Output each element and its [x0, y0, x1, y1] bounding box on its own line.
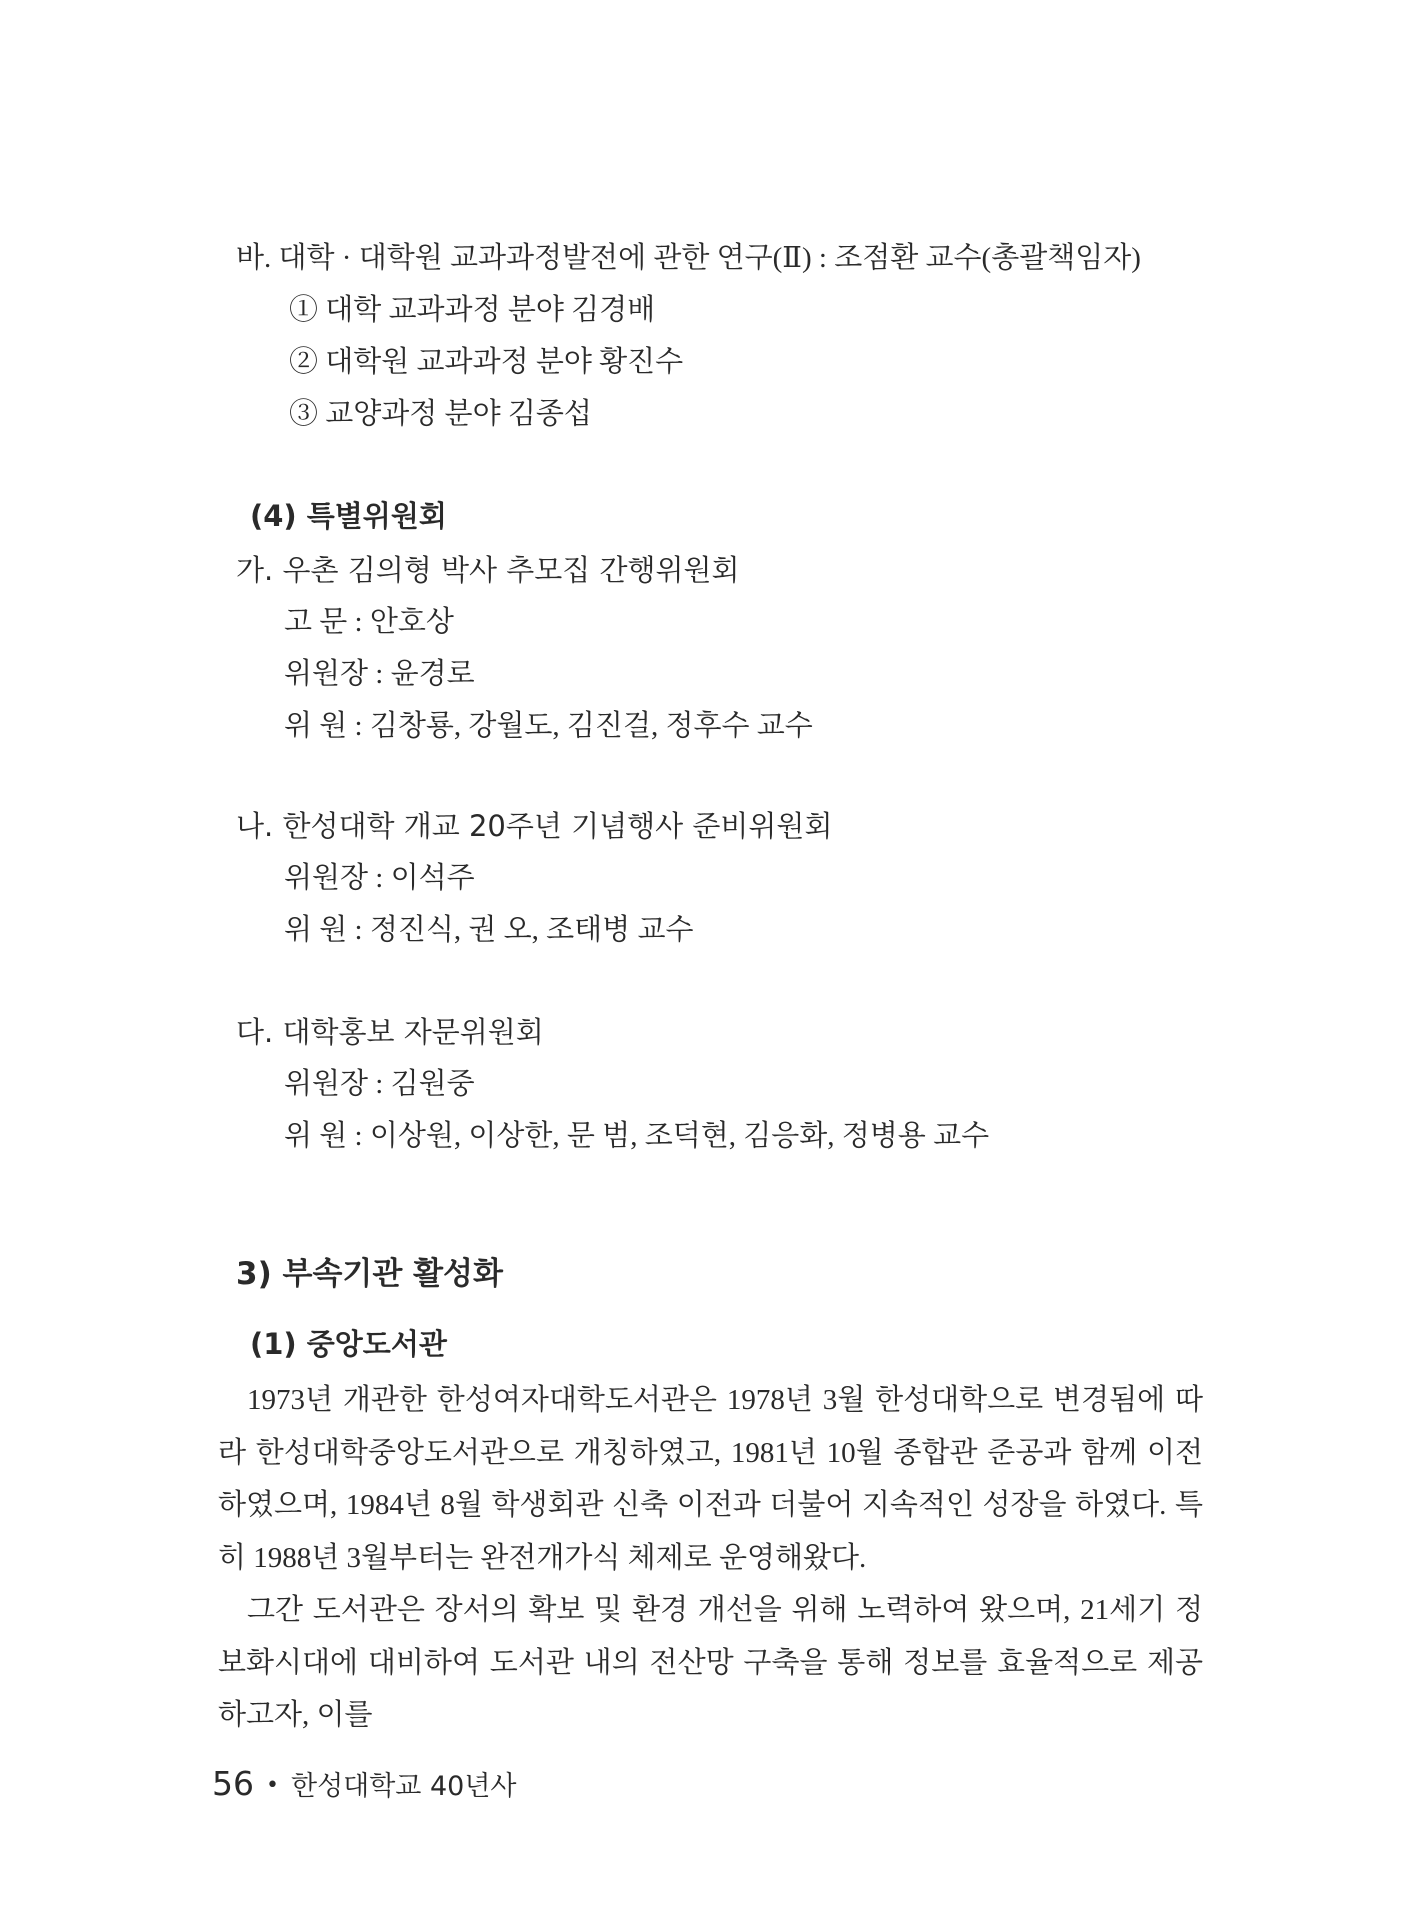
section-na-title: 나. 한성대학 개교 20주년 기념행사 준비위원회 — [236, 809, 833, 843]
committee-line: 위 원 : 정진식, 권 오, 조태병 교수 — [284, 914, 694, 946]
list-item: ③ 교양과정 분야 김종섭 — [289, 398, 592, 430]
paragraph-text: 1973년 개관한 한성여자대학도서관은 1978년 3월 한성대학으로 변경됨에 따라 한성대학중앙도서관으로 개칭하였고, 1981년 10월 종합관 준공과 함께 이전하였으며, 1984년 8월 학생회관 신축 이전과 더불어 지속적인 성장을 하였다. 특히 1988년 3월부터는 완전개가식 체제로 운영해왔다. — [218, 1384, 1203, 1574]
paragraph-text: 그간 도서관은 장서의 확보 및 환경 개선을 위해 노력하여 왔으며, 21세기 정보화시대에 대비하여 도서관 내의 전산망 구축을 통해 정보를 효율적으로 제공하고자, 이를 — [218, 1594, 1203, 1731]
page-footer — [212, 1764, 517, 1807]
section-ga-title: 가. 우촌 김의형 박사 추모집 간행위원회 — [236, 553, 740, 587]
section-3-heading: 3) 부속기관 활성화 — [236, 1256, 503, 1292]
footer-bullet: • — [266, 1773, 279, 1798]
committee-line: 위원장 : 윤경로 — [284, 658, 475, 690]
committee-line: 위원장 : 김원중 — [284, 1068, 475, 1100]
committee-line: 위 원 : 김창룡, 강월도, 김진걸, 정후수 교수 — [284, 710, 813, 742]
committee-line: 위원장 : 이석주 — [284, 862, 475, 894]
book-title: 한성대학교 40년사 — [290, 1771, 517, 1802]
page-number: 56 — [212, 1764, 254, 1803]
subsection-library-heading: (1) 중앙도서관 — [250, 1327, 447, 1361]
paragraph — [218, 1374, 1203, 1584]
list-item: ② 대학원 교과과정 분야 황진수 — [289, 346, 684, 378]
list-item: ① 대학 교과과정 분야 김경배 — [289, 294, 656, 326]
section-ba-title: 바. 대학 · 대학원 교과과정발전에 관한 연구(Ⅱ) : 조점환 교수(총괄책임자) — [236, 242, 1141, 274]
paragraph — [218, 1584, 1203, 1742]
section-4-heading: (4) 특별위원회 — [250, 499, 447, 533]
committee-line: 고 문 : 안호상 — [284, 606, 454, 638]
committee-line: 위 원 : 이상원, 이상한, 문 범, 조덕현, 김응화, 정병용 교수 — [284, 1120, 990, 1152]
section-da-title: 다. 대학홍보 자문위원회 — [236, 1015, 544, 1049]
